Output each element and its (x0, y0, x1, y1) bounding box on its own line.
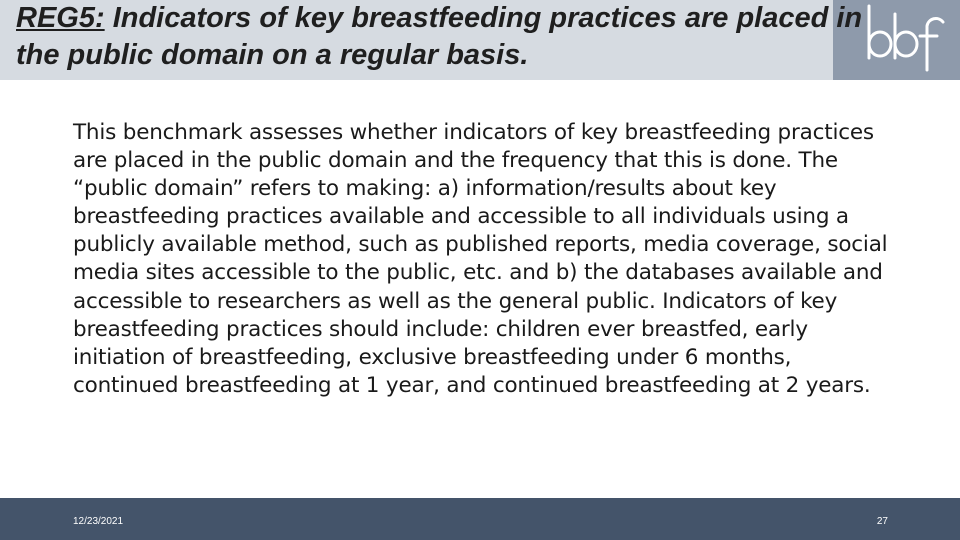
footer-bar (0, 498, 960, 540)
slide-title (16, 0, 876, 74)
page-number: 27 (876, 516, 888, 527)
title-text: Indicators of key breastfeeding practices are placed in the public domain on a regular basis. (16, 2, 863, 71)
benchmark-description: This benchmark assesses whether indicators of key breastfeeding practices are placed in the public domain and the frequency that this is done. The “public domain” refers to making: a) information/results about key breastfeeding practices available and accessible to all individuals using a publicly available method, such as published reports, media coverage, social media sites accessible to the public, etc. and b) the databases available and accessible to researchers as well as the general public. Indicators of key breastfeeding practices should include: children ever breastfed, early initiation of breastfeeding, exclusive breastfeeding under 6 months, continued breastfeeding at 1 year, and continued breastfeeding at 2 years. (73, 120, 888, 398)
title-benchmark-code: REG5: (16, 2, 105, 34)
footer-date: 12/23/2021 (73, 516, 124, 527)
